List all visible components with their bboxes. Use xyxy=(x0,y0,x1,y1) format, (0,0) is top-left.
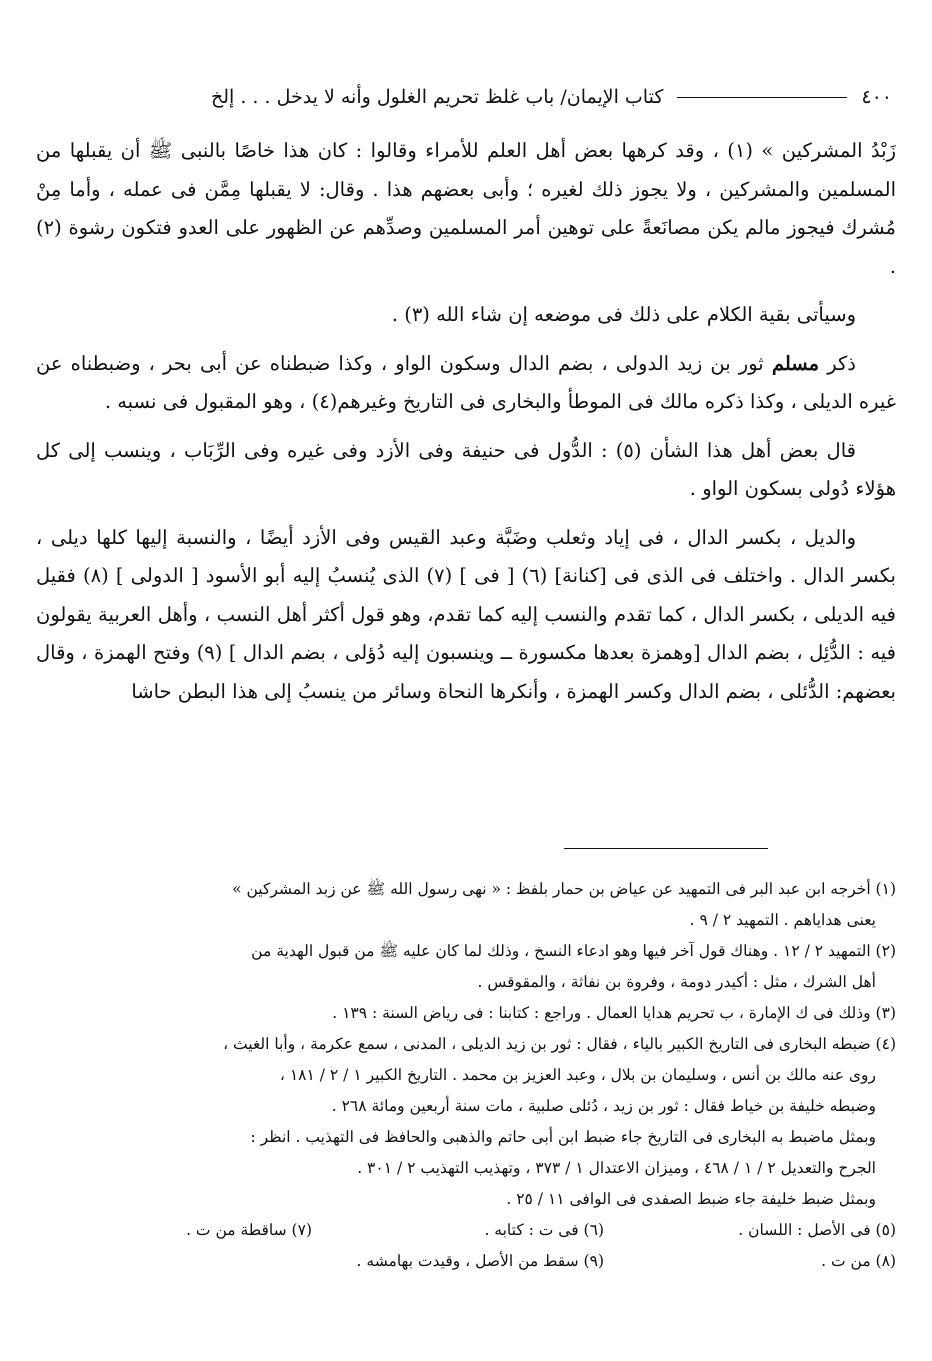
paragraph-3-rest: ثور بن زيد الدولى ، بضم الدال وسكون الواو ، وكذا ضبطناه عن أبى بحر ، وضبطناه عن غيره الديلى ، وكذا ذكره مالك فى الموطأ والبخارى فى التاريخ وغيرهم(٤) ، وهو المقبول فى نسبه . xyxy=(36,351,896,413)
footnote-8: (٨) من ت . xyxy=(821,1252,896,1270)
footnote-separator xyxy=(564,848,768,849)
footnote-9: (٩) سقط من الأصل ، وقيدت بهامشه . xyxy=(356,1252,604,1270)
footnote-4-cont-3: وبمثل ماضبط به البخارى فى التاريخ جاء ضبط ابن أبى حاتم والذهبى والحافظ فى التهذيب . انظر : xyxy=(250,1128,876,1146)
footnote-4-cont-2: وضبطه خليفة بن خياط فقال : ثور بن زيد ، دُئلى صلبية ، مات سنة أربعين ومائة ٢٦٨ . xyxy=(331,1097,876,1115)
footnote-3: (٣) وذلك فى ك الإمارة ، ب تحريم هدايا العمال . وراجع : كتابنا : فى رياض السنة : ١٣٩ . xyxy=(332,1004,896,1022)
paragraph-4: قال بعض أهل هذا الشأن (٥) : الدُّول فى حنيفة وفى الأزد وفى غيره وفى الرِّبَاب ، وينسب إلى كل هؤلاء دُولى بسكون الواو . xyxy=(36,438,896,500)
footnotes xyxy=(30,874,896,1277)
header-rule xyxy=(677,97,847,98)
header-title: كتاب الإيمان/ باب غلظ تحريم الغلول وأنه لا يدخل . . . إلخ xyxy=(210,86,664,108)
paragraph-5: والديل ، بكسر الدال ، فى إياد وثعلب وضَبَّة وعبد القيس وفى الأزد أيضًا ، والنسبة إليها كلها ديلى ، بكسر الدال . واختلف فى الذى فى [كنانة] (٦) [ فى ] (٧) الذى يُنسبُ إليه أبو الأسود [ الدولى ] (٨) فقيل فيه الديلى ، بكسر الدال ، كما تقدم والنسب إليه كما تقدم، وهو قول أكثر أهل النسب ، وأهل العربية يقولون فيه : الدُّئِل ، بضم الدال [وهمزة بعدها مكسورة ــ وينسبون إليه دُؤلى ، بضم الدال ] (٩) وفتح الهمزة ، وقال بعضهم: الدُّئلى ، بضم الدال وكسر الهمزة ، وأنكرها النحاة وسائر من ينسبُ إلى هذا البطن حاشا xyxy=(36,525,896,703)
footnote-2-cont: أهل الشرك ، مثل : أكيدر دومة ، وفروة بن نفاثة ، والمقوقس . xyxy=(477,973,876,991)
footnote-2: (٢) التمهيد ٢ / ١٢ . وهناك قول آخر فيها وهو ادعاء النسخ ، وذلك لما كان عليه ﷺ من قبول الهدية من xyxy=(251,942,896,960)
page-number: ٤٠٠ xyxy=(861,86,892,108)
short-footnotes-row-1 xyxy=(30,1215,896,1246)
footnote-4: (٤) ضبطه البخارى فى التاريخ الكبير بالياء ، فقال : ثور بن زيد الديلى ، المدنى ، سمع عكرمة ، وأبا الغيث ، xyxy=(223,1035,896,1053)
paragraph-1: زَبْدُ المشركين » (١) ، وقد كرهها بعض أهل العلم للأمراء وقالوا : كان هذا خاصًا بالنبى ﷺ أن يقبلها من المسلمين والمشركين ، ولا يجوز ذلك لغيره ؛ وأبى بعضهم هذا . وقال: لا يقبلها مِمَّن فى عمله ، وأما مِنْ مُشرك فيجوز مالم يكن مصانَعةً على توهين أمر المسلمين وصدِّهم عن الظهور على العدو فتكون رشوة (٢) . xyxy=(36,139,897,278)
footnote-1-cont: يعنى هداياهم . التمهيد ٢ / ٩ . xyxy=(689,911,876,929)
short-footnotes-row-2 xyxy=(30,1246,896,1277)
footnote-7: (٧) ساقطة من ت . xyxy=(186,1221,312,1239)
running-header xyxy=(40,80,892,114)
footnote-4-cont-4: الجرح والتعديل ٢ / ١ / ٤٦٨ ، وميزان الاعتدال ١ / ٣٧٣ ، وتهذيب التهذيب ٢ / ٣٠١ . xyxy=(357,1159,876,1177)
footnote-1: (١) أخرجه ابن عبد البر فى التمهيد عن عياض بن حمار بلفظ : « نهى رسول الله ﷺ عن زبد المشركين » xyxy=(232,880,896,898)
bold-name-muslim: مسلم xyxy=(771,351,820,375)
paragraph-2: وسيأتى بقية الكلام على ذلك فى موضعه إن شاء الله (٣) . xyxy=(391,303,856,326)
footnote-4-cont-1: روى عنه مالك بن أنس ، وسليمان بن بلال ، وعبد العزيز بن محمد . التاريخ الكبير ١ / ٢ / ١٨١ ، xyxy=(279,1066,876,1084)
paragraph-3 xyxy=(36,345,896,422)
footnote-4-cont-5: وبمثل ضبط خليفة جاء ضبط الصفدى فى الوافى ١١ / ٢٥ . xyxy=(506,1190,876,1208)
paragraph-3-start: ذكر xyxy=(827,351,856,375)
main-text xyxy=(36,132,896,721)
footnote-5: (٥) فى الأصل : اللسان . xyxy=(738,1221,896,1239)
footnote-6: (٦) فى ت : كتابه . xyxy=(484,1221,604,1239)
